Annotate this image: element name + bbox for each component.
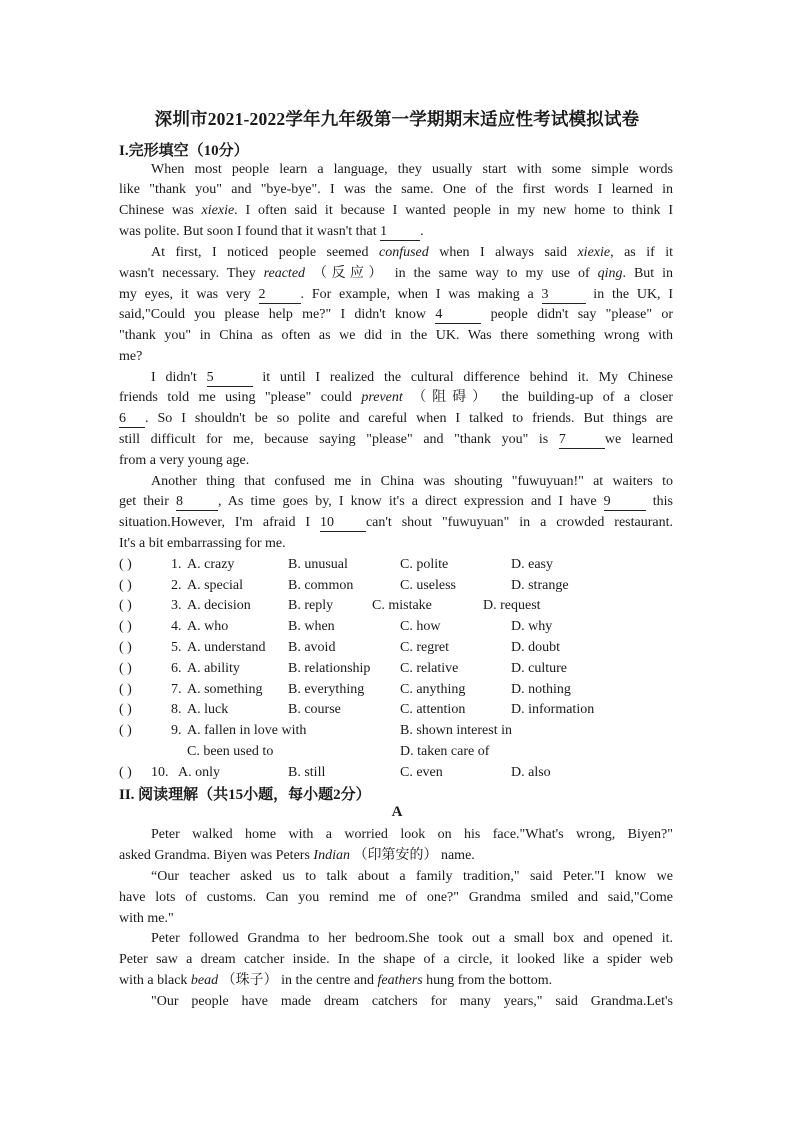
option-b: B. when (288, 619, 335, 634)
option-a: A. luck (187, 702, 229, 717)
question-number: 2. (171, 578, 182, 593)
option-c: C. relative (400, 661, 459, 676)
option-b: B. course (288, 702, 341, 717)
text-span: . I often said it because I wanted people in my new home to think I (234, 203, 673, 218)
option-a: A. only (178, 765, 220, 780)
option-a: A. crazy (187, 557, 235, 572)
text-line: When most people learn a language, they usually start with some simple words (151, 162, 673, 177)
blank-2: 2 (259, 287, 301, 304)
text-line (151, 243, 673, 263)
question-number: 6. (171, 661, 182, 676)
text-span: we learned (604, 432, 673, 447)
question-number: 1. (171, 557, 182, 572)
text-span: this (645, 494, 673, 509)
italic-word: qing (597, 266, 623, 281)
text-line: It's a bit embarrassing for me. (119, 536, 286, 551)
text-span: . But in (622, 266, 674, 281)
option-a: A. who (187, 619, 229, 634)
text-span: wasn't necessary. They (119, 266, 264, 281)
option-d: D. easy (511, 557, 553, 572)
answer-paren: ( ) (119, 619, 132, 634)
question-number: 9. (171, 723, 182, 738)
answer-paren: ( ) (119, 765, 132, 780)
text-line: Peter saw a dream catcher inside. In the shape of a circle, it looked like a spider web (119, 952, 673, 967)
text-span: still difficult for me, because saying "please" and "thank you" is (119, 432, 559, 447)
question-number: 3. (171, 598, 182, 613)
question-number: 7. (171, 682, 182, 697)
text-line: me? (119, 349, 143, 364)
answer-paren: ( ) (119, 640, 132, 655)
answer-paren: ( ) (119, 723, 132, 738)
option-b: B. everything (288, 682, 365, 697)
option-c: C. regret (400, 640, 449, 655)
text-span: was polite. But soon I found that it wasn't that (119, 224, 381, 239)
option-b: B. common (288, 578, 354, 593)
option-c: C. been used to (187, 744, 274, 759)
option-d: D. doubt (511, 640, 560, 655)
option-a: A. decision (187, 598, 251, 613)
option-c: C. even (400, 765, 443, 780)
option-a: A. understand (187, 640, 266, 655)
option-d: D. request (483, 598, 541, 613)
text-span: my eyes, it was very (119, 287, 259, 302)
italic-word: prevent (361, 390, 403, 405)
text-span: At first, I noticed people seemed (151, 245, 379, 260)
italic-word: feathers (377, 973, 423, 988)
answer-paren: ( ) (119, 598, 132, 613)
section-heading-reading: II. 阅读理解（共15小题，每小题2分） (119, 787, 371, 803)
option-c: C. attention (400, 702, 466, 717)
blank-7: 7 (559, 432, 605, 449)
text-line (151, 368, 673, 388)
text-line: with me." (119, 911, 174, 926)
text-span: hung from the bottom. (422, 973, 553, 988)
text-line: Peter walked home with a worried look on his face."What's wrong, Biyen?" (151, 827, 673, 842)
question-number: 8. (171, 702, 182, 717)
answer-paren: ( ) (119, 557, 132, 572)
option-b: B. unusual (288, 557, 348, 572)
option-b: B. still (288, 765, 326, 780)
text-span: （珠子） in the centre and (218, 973, 378, 988)
option-d: D. strange (511, 578, 569, 593)
text-line: have lots of customs. Can you remind me of one?" Grandma smiled and said,"Come (119, 890, 673, 905)
option-c: C. mistake (372, 598, 432, 613)
text-line (119, 305, 673, 325)
text-line: like "thank you" and "bye-bye". I was the same. One of the first words I learned in (119, 182, 673, 197)
text-line: from a very young age. (119, 453, 250, 468)
option-a: A. special (187, 578, 243, 593)
option-c: C. how (400, 619, 441, 634)
option-d: D. also (511, 765, 551, 780)
italic-word: confused (378, 245, 429, 260)
answer-paren: ( ) (119, 661, 132, 676)
blank-5: 5 (207, 370, 253, 387)
text-span: friends told me using "please" could (119, 390, 362, 405)
text-span: said,"Could you please help me?" I didn't know (119, 307, 436, 322)
blank-9: 9 (604, 494, 646, 511)
text-span: situation.However, I'm afraid I (119, 515, 320, 530)
text-line (119, 492, 673, 512)
option-b: B. shown interest in (400, 723, 512, 738)
question-number: 5. (171, 640, 182, 655)
text-span: . (420, 224, 424, 239)
option-d: D. nothing (511, 682, 571, 697)
text-line: "Our people have made dream catchers for many years," said Grandma.Let's (151, 994, 673, 1009)
text-line (119, 409, 673, 429)
blank-8: 8 (176, 494, 218, 511)
text-line (119, 846, 673, 866)
text-line (119, 201, 673, 221)
text-line (119, 285, 673, 305)
text-line: Peter followed Grandma to her bedroom.She took out a small box and opened it. (151, 931, 673, 946)
text-line (119, 513, 673, 533)
question-number: 4. (171, 619, 182, 634)
blank-4: 4 (435, 307, 481, 324)
text-span: . So I shouldn't be so polite and careful when I talked to friends. But things are (145, 411, 673, 426)
text-span: when I always said (428, 245, 578, 260)
option-d: D. information (511, 702, 595, 717)
option-d: D. taken care of (400, 744, 490, 759)
text-line: "thank you" in China as often as we did in the UK. Was there something wrong with (119, 328, 673, 343)
text-span: （印第安的） name. (349, 848, 475, 863)
blank-10: 10 (320, 515, 366, 532)
text-span: . For example, when I was making a (300, 287, 542, 302)
text-line (119, 430, 673, 450)
text-span: I didn't (151, 370, 207, 385)
text-span: can't shout "fuwuyuan" in a crowded restaurant. (365, 515, 673, 530)
text-span: it until I realized the cultural difference behind it. My Chinese (252, 370, 673, 385)
section-heading-cloze: I.完形填空（10分） (119, 143, 249, 159)
text-span: , As time goes by, I know it's a direct expression and I have (217, 494, 604, 509)
answer-paren: ( ) (119, 682, 132, 697)
text-line (119, 388, 673, 408)
option-b: B. avoid (288, 640, 336, 655)
text-line: Another thing that confused me in China was shouting "fuwuyuan!" at waiters to (151, 474, 673, 489)
text-line (119, 264, 673, 284)
blank-1: 1 (380, 224, 420, 241)
exam-title: 深圳市2021-2022学年九年级第一学期期末适应性考试模拟试卷 (154, 109, 640, 129)
italic-word: xiexie (577, 245, 611, 260)
text-line: “Our teacher asked us to talk about a family tradition," said Peter."I know we (151, 869, 673, 884)
text-span: people didn't say "please" or (481, 307, 673, 322)
option-c: C. polite (400, 557, 449, 572)
answer-paren: ( ) (119, 702, 132, 717)
option-d: D. why (511, 619, 553, 634)
italic-word: reacted (263, 266, 306, 281)
text-span: asked Grandma. Biyen was Peters (119, 848, 314, 863)
option-d: D. culture (511, 661, 567, 676)
text-span: （反应） in the same way to my use of (305, 266, 598, 281)
blank-3: 3 (542, 287, 586, 304)
italic-word: xiexie (201, 203, 235, 218)
option-b: B. reply (288, 598, 334, 613)
option-c: C. anything (400, 682, 466, 697)
option-c: C. useless (400, 578, 456, 593)
text-span: , as if it (610, 245, 673, 260)
text-line (119, 971, 673, 991)
option-b: B. relationship (288, 661, 371, 676)
option-a: A. something (187, 682, 263, 697)
option-a: A. fallen in love with (187, 723, 307, 738)
text-span: with a black (119, 973, 191, 988)
text-span: Chinese was (119, 203, 202, 218)
italic-word: Indian (313, 848, 350, 863)
answer-paren: ( ) (119, 578, 132, 593)
blank-6: 6 (119, 411, 145, 428)
text-span: in the UK, I (585, 287, 673, 302)
italic-word: bead (190, 973, 219, 988)
option-a: A. ability (187, 661, 240, 676)
text-line (119, 222, 673, 242)
text-span: get their (119, 494, 176, 509)
passage-label: A (391, 804, 403, 820)
question-number: 10. (151, 765, 169, 780)
text-span: （阻碍） the building-up of a closer (402, 390, 674, 405)
